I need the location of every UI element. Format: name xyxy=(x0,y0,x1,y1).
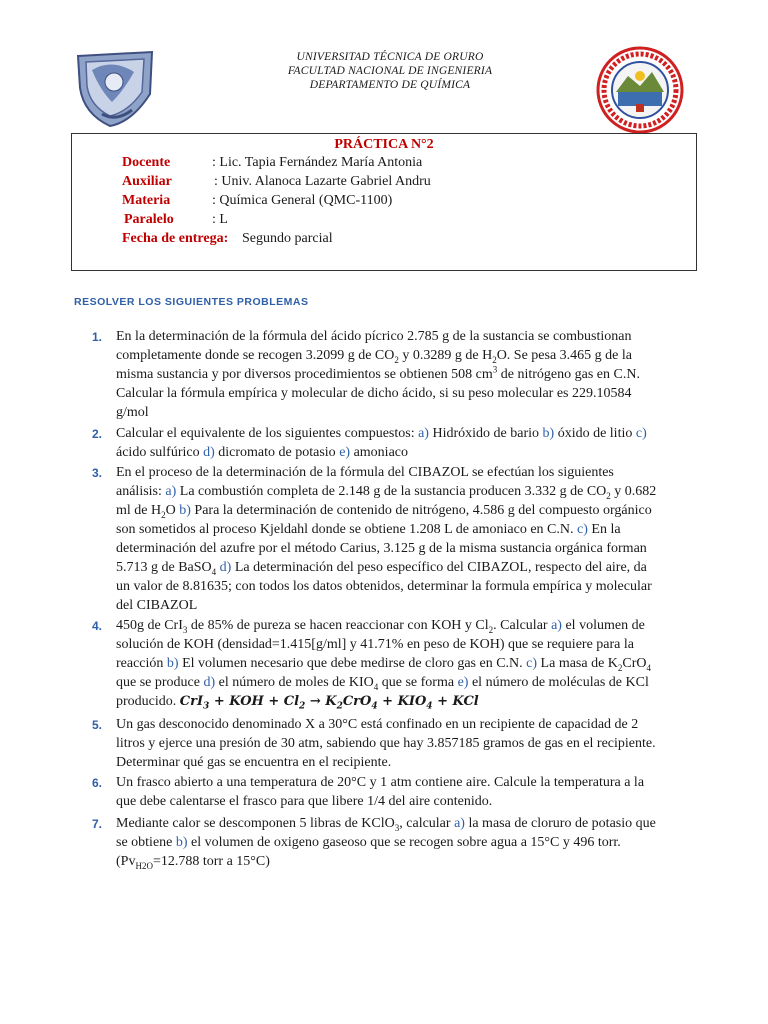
info-value: : Univ. Alanoca Lazarte Gabriel Andru xyxy=(214,174,431,189)
problem-number: 3. xyxy=(92,466,103,480)
university-name: UNIVERSITAD TÉCNICA DE ORURO xyxy=(296,51,484,63)
info-row-docente xyxy=(122,155,423,171)
problem-text: Calcular el equivalente de los siguientes compuestos: a) Hidróxido de bario b) óxido de litio c) ácido sulfúrico d) dicromato de potasio e) amoniaco xyxy=(116,426,647,460)
section-heading-text: RESOLVER LOS SIGUIENTES PROBLEMAS xyxy=(74,296,309,308)
problem-number: 4. xyxy=(92,619,103,633)
problem-text: En el proceso de la determinación de la fórmula del CIBAZOL se efectúan los siguientes análisis: a) La combustión completa de 2.148 g de la sustancia producen 3.332 g de $CO_2$ y 0.682 ml de $H_2O$ b) Para la determinación de contenido de nitrógeno, 4.586 g del compuesto orgánico son sometidos al proceso Kjeldahl donde se obtiene 1.208 L de amoniaco en C.N. c) En la determinación del azufre por el método Carius, 3.125 g de la misma sustancia orgánica forman 5.713 g de BaSO$_4$ d) La determinación del peso específico del CIBAZOL, respecto del aire, da un valor de 8.81635; con todos los datos obtenidos, determinar la formula empírica y molecular del CIBAZOL xyxy=(116,465,657,613)
university-seal-logo xyxy=(596,46,684,134)
info-value: : L xyxy=(212,212,228,227)
info-row-paralelo xyxy=(124,212,228,228)
info-key: Docente xyxy=(122,155,171,170)
problem-text: Mediante calor se descomponen 5 libras de KClO$_3$, calcular a) la masa de cloruro de potasio que se obtiene b) el volumen de oxigeno gaseoso que se recogen sobre agua a 15°C y 496 torr. ($Pv_{H2O}=12.788$ torr a 15°C) xyxy=(116,816,656,871)
problem-text: Un frasco abierto a una temperatura de 20°C y 1 atm contiene aire. Calcule la temperatura a la que debe calentarse el frasco para que libere 1/4 del aire contenido. xyxy=(116,775,645,809)
info-row-fecha xyxy=(122,231,333,247)
info-key: Auxiliar xyxy=(122,174,172,189)
info-value: Segundo parcial xyxy=(242,231,333,246)
info-key: Materia xyxy=(122,193,171,208)
info-row-materia xyxy=(122,193,393,209)
institution-header xyxy=(260,50,520,92)
department-name: DEPARTAMENTO DE QUÍMICA xyxy=(309,79,471,91)
problem-number: 7. xyxy=(92,817,103,831)
info-value: : Lic. Tapia Fernández María Antonia xyxy=(212,155,423,170)
info-key: Fecha de entrega: xyxy=(122,231,229,246)
problem-number: 5. xyxy=(92,718,103,732)
section-heading xyxy=(74,296,309,308)
problem-text: 450g de CrI$_3$ de 85% de pureza se hacen reaccionar con KOH y $Cl_2$. Calcular a) el volumen de solución de KOH (densidad=1.415[g/ml] y 41.71% en peso de KOH) que se requiere para la reacción b) El volumen necesario que debe medirse de cloro gas en C.N. c) La masa de $K_2CrO_4$ que se produce d) el número de moles de $KIO_4$ que se forma e) el número de moléculas de KCl producido. CrI$_3$ + KOH + $Cl_2 \to K_2CrO_4 + KIO_4$ + KCl xyxy=(116,618,652,712)
problem-number: 1. xyxy=(92,330,103,344)
info-key: Paralelo xyxy=(124,212,174,227)
practice-info-box xyxy=(71,133,697,271)
problem-text: Un gas desconocido denominado X a 30°C está confinado en un recipiente de capacidad de 2 litros y ejerce una presión de 30 atm, sabiendo que hay 3.857185 gramos de gas en el recipiente. Determinar qué gas se encuentra en el recipiente. xyxy=(116,717,656,770)
problem-text: En la determinación de la fórmula del ácido pícrico 2.785 g de la sustancia se combustionan completamente donde se recogen 3.2099 g de $CO_2$ y 0.3289 g de $H_2O$. Se pesa 3.465 g de la misma sustancia y por diversos procedimientos se obtienen 508 $cm^3$ de nitrógeno gas en C.N. Calcular la fórmula empírica y molecular de dicho ácido, si su peso molecular es 229.10584 g/mol xyxy=(116,329,640,420)
faculty-name: FACULTAD NACIONAL DE INGENIERIA xyxy=(287,65,493,77)
practice-title: PRÁCTICA N°2 xyxy=(334,137,434,152)
faculty-shield-logo xyxy=(72,44,158,128)
info-row-auxiliar xyxy=(122,174,431,190)
problem-number: 6. xyxy=(92,776,103,790)
info-value: : Química General (QMC-1100) xyxy=(212,193,393,208)
problem-number: 2. xyxy=(92,427,103,441)
